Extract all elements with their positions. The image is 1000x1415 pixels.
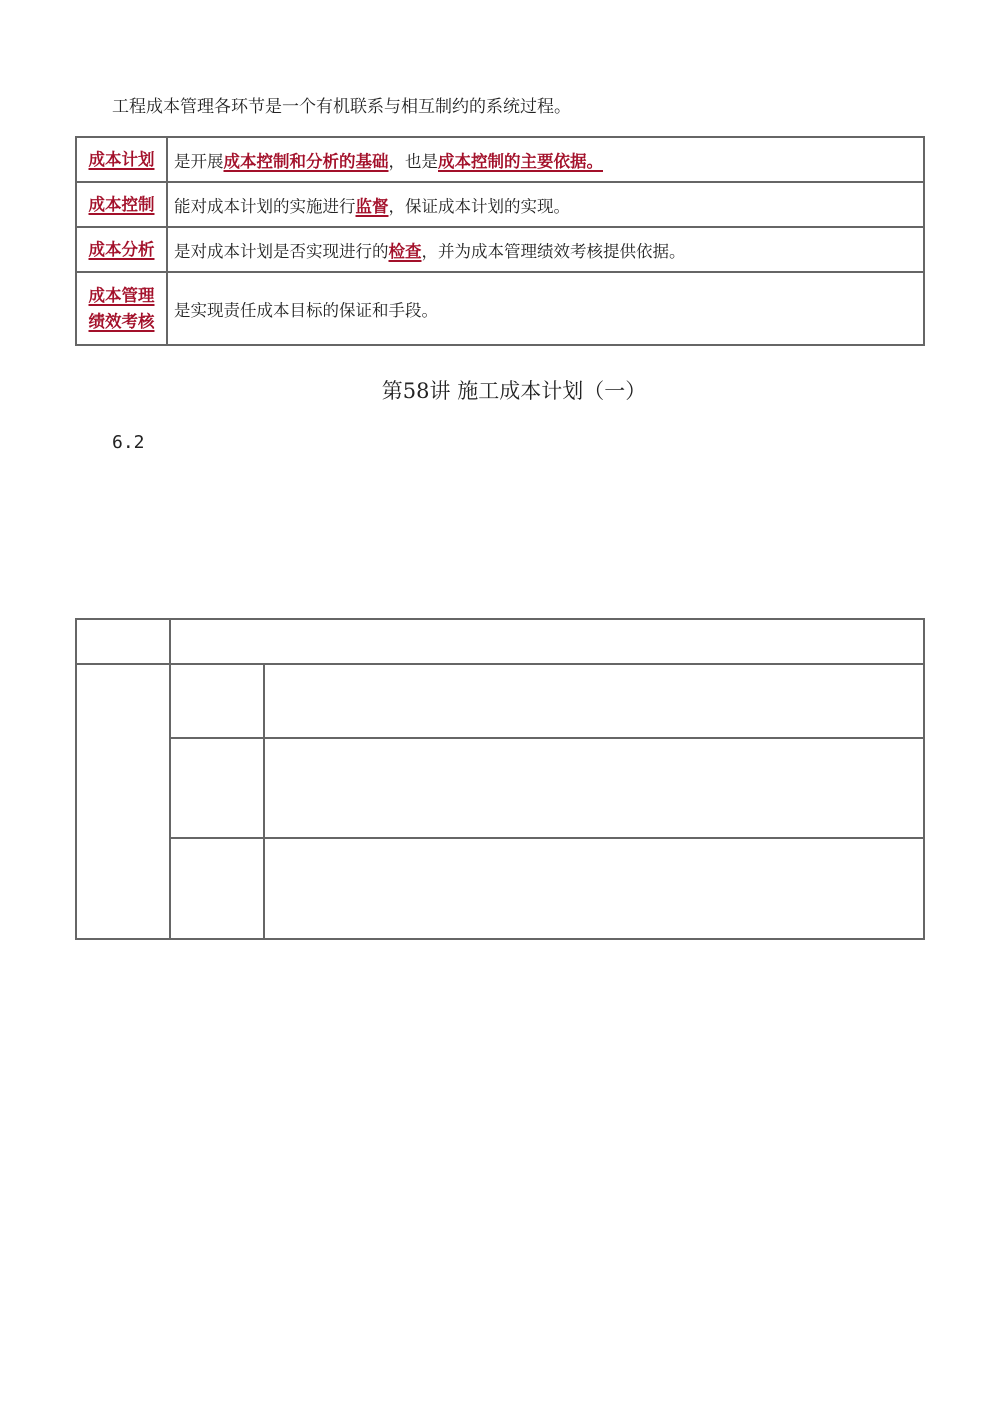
emphasis-link[interactable]: 监督 — [355, 196, 389, 216]
table-row — [76, 227, 924, 272]
term-cell — [76, 272, 167, 345]
table-row — [76, 137, 924, 182]
empty-cell — [170, 738, 264, 838]
emphasis-link[interactable]: 检查 — [388, 241, 422, 261]
empty-cell — [170, 619, 924, 664]
empty-cell — [264, 664, 924, 738]
table-row — [76, 738, 924, 838]
description-cell — [167, 137, 924, 182]
term-link-performance-line-2[interactable]: 绩效考核 — [88, 311, 155, 331]
empty-cell — [264, 738, 924, 838]
term-cell — [76, 182, 167, 227]
term-link-cost-control[interactable]: 成本控制 — [88, 194, 155, 214]
table-row — [76, 619, 924, 664]
empty-table — [75, 618, 925, 940]
description-cell — [167, 182, 924, 227]
empty-cell — [170, 838, 264, 939]
empty-cell — [264, 838, 924, 939]
intro-paragraph: 工程成本管理各环节是一个有机联系与相互制约的系统过程。 — [112, 97, 571, 117]
description-text: ，并为成本管理绩效考核提供依据。 — [421, 241, 686, 261]
description-text: ，保证成本计划的实现。 — [388, 196, 570, 216]
table-row — [76, 664, 924, 738]
description-text: 是对成本计划是否实现进行的 — [174, 241, 389, 261]
description-cell — [167, 272, 924, 345]
table-row — [76, 272, 924, 345]
empty-cell — [170, 664, 264, 738]
empty-cell — [76, 619, 170, 664]
table-row — [76, 182, 924, 227]
emphasis-link[interactable]: 成本控制和分析的基础 — [223, 151, 389, 171]
section-number: 6.2 — [112, 432, 145, 453]
term-cell — [76, 137, 167, 182]
term-cell — [76, 227, 167, 272]
term-link-cost-analysis[interactable]: 成本分析 — [88, 239, 155, 259]
description-cell — [167, 227, 924, 272]
lecture-title: 第58讲 施工成本计划（一） — [381, 379, 647, 403]
description-text: ，也是 — [388, 151, 438, 171]
description-text: 是实现责任成本目标的保证和手段。 — [174, 300, 438, 320]
table-row — [76, 838, 924, 939]
description-text: 是开展 — [174, 151, 224, 171]
term-link-performance-line-1[interactable]: 成本管理 — [88, 285, 155, 305]
empty-cell — [76, 664, 170, 939]
description-text: 能对成本计划的实施进行 — [174, 196, 356, 216]
cost-management-table — [75, 136, 925, 346]
term-link-cost-plan[interactable]: 成本计划 — [88, 149, 155, 169]
emphasis-link[interactable]: 成本控制的主要依据。 — [438, 151, 603, 171]
